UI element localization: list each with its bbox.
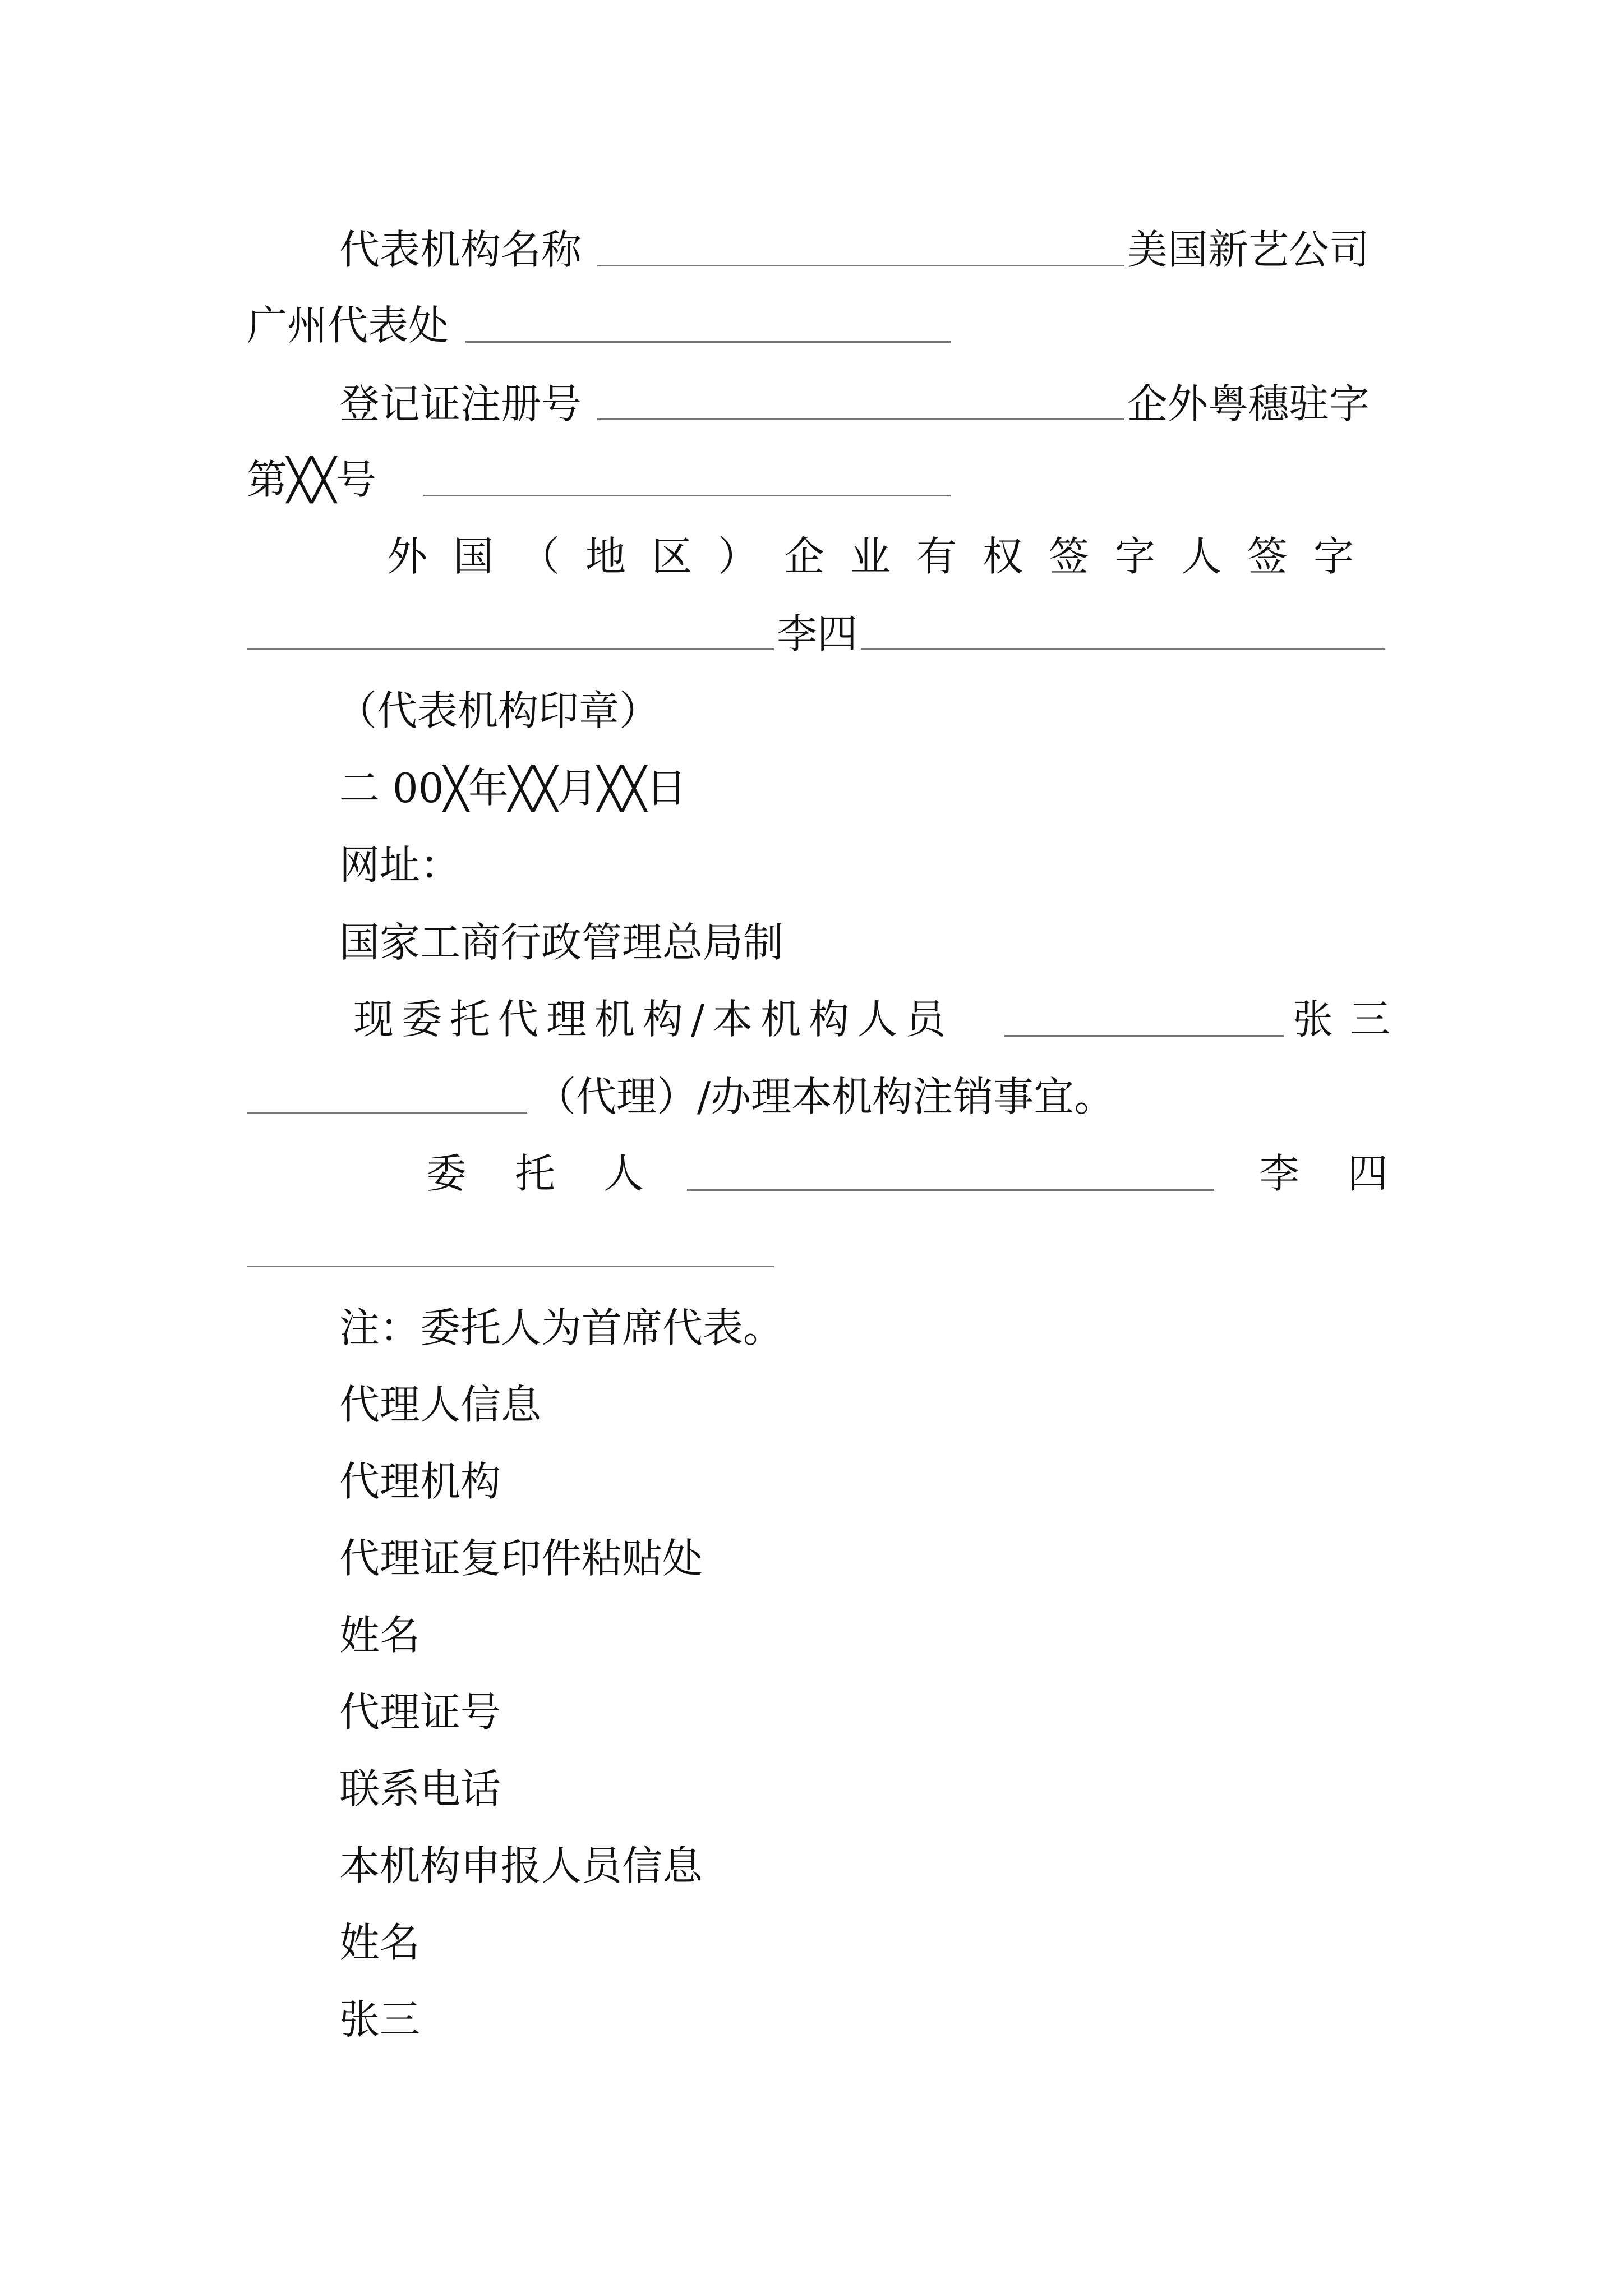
reg-no-value-row [1127,370,1370,432]
name-label-1: 姓名 [339,1612,421,1659]
org-name-value: 美国新艺公司 [1127,226,1370,273]
org-name-value-cont: 广州代表处 [247,302,449,349]
signatory-underline-left [247,648,774,650]
principal-value-row [1259,1140,1436,1202]
name-row-2 [339,1909,420,1971]
signatory-row [387,523,1385,585]
phone-row [339,1755,501,1817]
staff-name-value: 张三 [339,1996,421,2043]
note-row [339,1294,783,1356]
signatory-value: 李四 [777,610,858,657]
issuer-text: 国家工商行政管理总局制 [339,919,784,966]
issuer-row [339,909,783,970]
org-name-underline [597,265,1124,266]
org-name-value-row [1127,216,1370,278]
principal-underline [687,1189,1214,1191]
org-name-row [339,216,582,278]
signatory-underline-right [861,648,1385,650]
org-name-cont-underline [465,341,951,343]
seal-row [336,677,660,739]
staff-name-row [339,1986,420,2047]
entrust-cont-underline [247,1112,527,1114]
entrust-row [353,986,953,1047]
agent-info-row [339,1371,541,1433]
reg-no-cont-underline [423,495,951,496]
principal-cont-underline [247,1266,774,1267]
agent-copy-label: 代理证复印件粘贴处 [339,1535,703,1582]
name-label-2: 姓名 [339,1919,421,1966]
agent-org-label: 代理机构 [339,1458,501,1505]
entrust-value: 张三 [1293,996,1408,1043]
entrust-value-row [1293,986,1407,1047]
principal-label: 委托人 [426,1150,693,1197]
website-row [339,831,460,893]
agent-cert-row [339,1678,501,1740]
staff-info-heading: 本机构申报人员信息 [339,1842,703,1889]
phone-label: 联系电话 [339,1765,501,1812]
agent-org-row [339,1448,501,1510]
reg-no-label: 登记证注册号 [339,380,582,427]
agent-info-heading: 代理人信息 [339,1381,542,1428]
principal-value: 李四 [1259,1150,1437,1197]
entrust-text: 现委托代理机构/本机构人员 [353,996,954,1043]
staff-info-row [339,1832,703,1894]
entrust-underline [1004,1035,1284,1037]
agent-cert-label: 代理证号 [339,1688,501,1736]
reg-no-value-cont: 第╳╳号 [247,456,376,503]
reg-no-cont-row [247,446,376,508]
signatory-value-row [777,600,857,662]
reg-no-value: 企外粤穗驻字 [1127,380,1370,427]
org-name-label: 代表机构名称 [339,226,582,273]
entrust-cont-row [536,1063,1114,1125]
seal-text: （代表机构印章） [336,687,660,734]
note-text: 注：委托人为首席代表。 [339,1304,784,1351]
signatory-label: 外国（地区）企业有权签字人签字 [387,533,1380,580]
date-row [339,754,686,816]
reg-no-underline [597,418,1124,420]
org-name-cont-row [247,292,449,353]
date-text: 二 00╳年╳╳月╳╳日 [339,765,687,812]
entrust-cont-text: （代理）/办理本机构注销事宜。 [536,1073,1115,1120]
website-label: 网址： [339,841,461,889]
reg-no-row [339,370,582,432]
principal-row [426,1140,692,1202]
agent-copy-row [339,1525,703,1586]
name-row-1 [339,1602,420,1663]
